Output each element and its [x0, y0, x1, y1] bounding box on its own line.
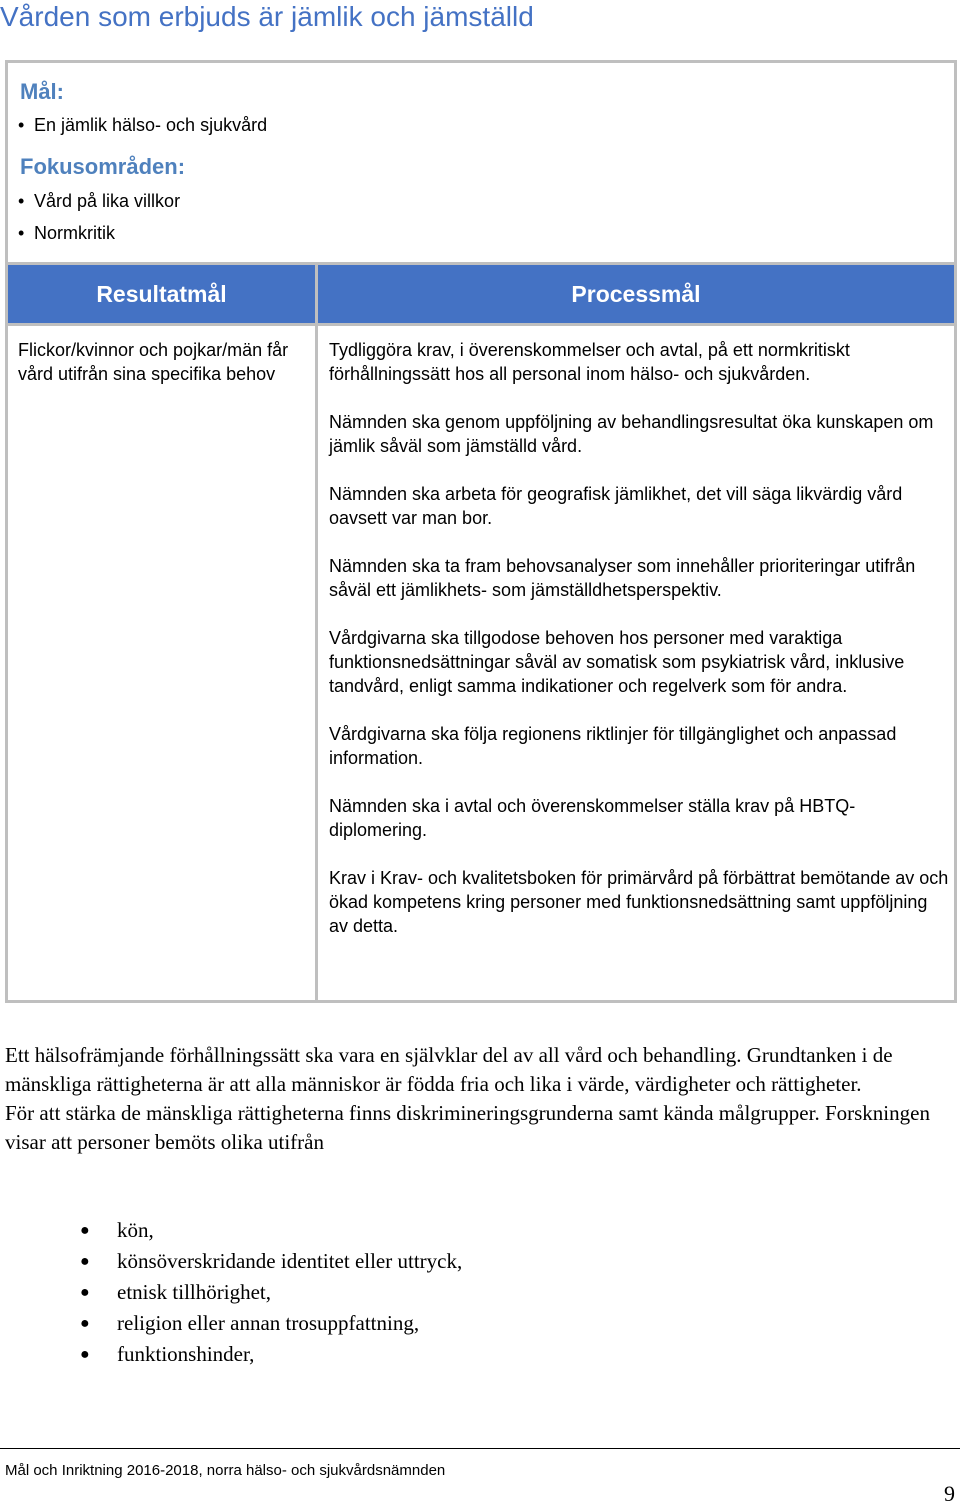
- list-item: [80, 1277, 780, 1308]
- bullet-icon: •: [18, 115, 25, 135]
- list-item: [80, 1339, 780, 1370]
- bullet-icon: ●: [80, 1315, 90, 1332]
- process-goal-item: Vårdgivarna ska följa regionens riktlinjer för tillgänglighet och anpassad information.: [329, 724, 897, 768]
- goals-table: [5, 262, 957, 1003]
- bullet-icon: ●: [80, 1253, 90, 1270]
- result-goal-header: Resultatmål: [8, 265, 315, 323]
- goals-box: [5, 60, 957, 266]
- footer-text: Mål och Inriktning 2016-2018, norra hälso- och sjukvårdsnämnden: [5, 1462, 446, 1479]
- process-goal-list: [329, 338, 949, 962]
- list-item: [80, 1246, 780, 1277]
- bullet-icon: ●: [80, 1284, 90, 1301]
- process-goal-item: Nämnden ska ta fram behovsanalyser som innehåller prioriteringar utifrån såväl ett jämlikhets- som jämställdhetsperspektiv.: [329, 556, 916, 600]
- process-goal-item: Nämnden ska genom uppföljning av behandlingsresultat öka kunskapen om jämlik såväl som jämställd vård.: [329, 412, 934, 456]
- focus-area-text: Vård på lika villkor: [34, 191, 181, 211]
- focus-areas-heading: Fokusområden:: [20, 154, 186, 179]
- bullet-icon: •: [18, 191, 25, 211]
- body-paragraph: För att stärka de mänskliga rättigheterna finns diskrimineringsgrunderna samt kända målgrupper. Forskningen visar att personer bemöts olika utifrån: [5, 1101, 930, 1154]
- list-item-text: etnisk tillhörighet,: [117, 1280, 271, 1304]
- bullet-icon: ●: [80, 1222, 90, 1239]
- list-item: [80, 1308, 780, 1339]
- goal-heading: Mål:: [20, 79, 64, 104]
- process-goal-item: Vårdgivarna ska tillgodose behoven hos personer med varaktiga funktionsnedsättningar såväl av somatisk som psykiatrisk vård, inklusive tandvård, enligt samma indikationer och regelverk som för andra.: [329, 628, 905, 696]
- goal-item-text: En jämlik hälso- och sjukvård: [34, 115, 268, 135]
- page-number: 9: [944, 1481, 955, 1506]
- page-title: Vården som erbjuds är jämlik och jämställd: [0, 1, 534, 32]
- discrimination-grounds-list: [80, 1215, 780, 1370]
- focus-area-item: [18, 190, 180, 212]
- process-goal-item: Nämnden ska arbeta för geografisk jämlikhet, det vill säga likvärdig vård oavsett var man bor.: [329, 484, 903, 528]
- header-divider: [8, 323, 954, 326]
- body-paragraph: Ett hälsofrämjande förhållningssätt ska vara en självklar del av all vård och behandling. Grundtanken i de mänskliga rättigheterna är att alla människor är födda fria och lika i värde, värdigheter och rättigheter.: [5, 1043, 893, 1096]
- bullet-icon: ●: [80, 1346, 90, 1363]
- list-item-text: religion eller annan trosuppfattning,: [117, 1311, 420, 1335]
- list-item-text: kön,: [117, 1218, 154, 1242]
- body-text: [5, 1041, 955, 1157]
- goal-item: [18, 114, 267, 136]
- list-item-text: könsöverskridande identitet eller uttryck,: [117, 1249, 463, 1273]
- result-goal-text: Flickor/kvinnor och pojkar/män får vård utifrån sina specifika behov: [18, 340, 289, 384]
- list-item-text: funktionshinder,: [117, 1342, 255, 1366]
- process-goal-item: Krav i Krav- och kvalitetsboken för primärvård på förbättrat bemötande av och ökad kompetens kring personer med funktionsnedsättning samt uppföljning av detta.: [329, 868, 949, 936]
- process-goal-header: Processmål: [318, 265, 954, 323]
- column-divider: [315, 265, 318, 1000]
- process-goal-item: Nämnden ska i avtal och överenskommelser ställa krav på HBTQ-diplomering.: [329, 796, 856, 840]
- focus-area-text: Normkritik: [34, 223, 115, 243]
- footer-divider: [0, 1448, 960, 1449]
- bullet-icon: •: [18, 223, 25, 243]
- process-goal-item: Tydliggöra krav, i överenskommelser och avtal, på ett normkritiskt förhållningssätt hos all personal inom hälso- och sjukvården.: [329, 340, 850, 384]
- focus-area-item: [18, 222, 115, 244]
- list-item: [80, 1215, 780, 1246]
